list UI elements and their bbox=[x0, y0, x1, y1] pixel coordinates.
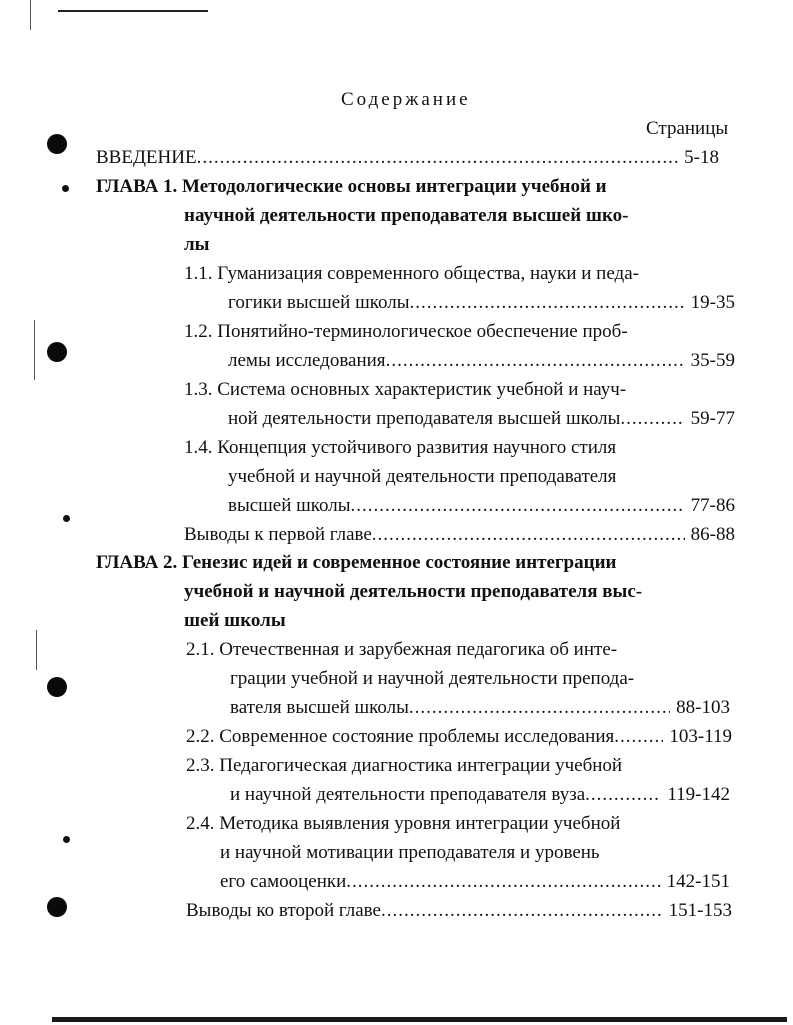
entry-label: гогики высшей школы bbox=[228, 292, 410, 313]
leader-dots bbox=[386, 351, 685, 370]
section-1-1-line1[interactable]: 1.1. Гуманизация современного общества, науки и педа- bbox=[184, 263, 639, 284]
entry-label: 2.2. Современное состояние проблемы исследования bbox=[186, 726, 615, 747]
toc-entry-1-3[interactable] bbox=[228, 409, 735, 428]
leader-dots bbox=[372, 525, 685, 544]
section-2-3-line1[interactable]: 2.3. Педагогическая диагностика интеграции учебной bbox=[186, 755, 623, 776]
punch-hole bbox=[47, 342, 67, 362]
entry-pages: 88-103 bbox=[676, 697, 730, 718]
section-1-2-line1[interactable]: 1.2. Понятийно-терминологическое обеспечение проб- bbox=[184, 321, 628, 342]
entry-label: ной деятельности преподавателя высшей школы bbox=[228, 408, 621, 429]
section-1-3-line1[interactable]: 1.3. Система основных характеристик учебной и науч- bbox=[184, 379, 627, 400]
leader-dots bbox=[620, 409, 684, 428]
entry-label: Выводы ко второй главе bbox=[186, 900, 381, 921]
entry-pages: 103-119 bbox=[669, 726, 732, 747]
section-1-4-line1[interactable]: 1.4. Концепция устойчивого развития научного стиля bbox=[184, 437, 617, 458]
leader-dots bbox=[614, 727, 663, 746]
entry-label: высшей школы bbox=[228, 495, 351, 516]
toc-entry-2-1[interactable] bbox=[230, 698, 730, 717]
toc-entry-intro[interactable] bbox=[96, 148, 719, 167]
chapter2-title-line1[interactable]: ГЛАВА 2. Генезис идей и современное состояние интеграции bbox=[96, 552, 617, 573]
scan-speck bbox=[63, 515, 70, 522]
toc-entry-chapter2-conclusion[interactable] bbox=[186, 901, 732, 920]
toc-heading: Содержание bbox=[341, 89, 471, 110]
entry-pages: 59-77 bbox=[690, 408, 735, 429]
toc-entry-1-2[interactable] bbox=[228, 351, 735, 370]
leader-dots bbox=[409, 698, 670, 717]
chapter1-title-line1[interactable]: ГЛАВА 1. Методологические основы интеграции учебной и bbox=[96, 176, 607, 197]
toc-entry-2-2[interactable] bbox=[186, 727, 732, 746]
chapter1-title-line3[interactable]: лы bbox=[184, 234, 210, 255]
entry-pages: 151-153 bbox=[668, 900, 732, 921]
scan-edge-line bbox=[34, 320, 35, 380]
entry-pages: 35-59 bbox=[690, 350, 735, 371]
entry-label: лемы исследования bbox=[228, 350, 386, 371]
toc-entry-1-4[interactable] bbox=[228, 496, 735, 515]
pages-column-header: Страницы bbox=[646, 118, 729, 139]
punch-hole bbox=[47, 897, 67, 917]
scan-edge-line bbox=[36, 630, 37, 670]
entry-label: Выводы к первой главе bbox=[184, 524, 372, 545]
entry-pages: 86-88 bbox=[690, 524, 735, 545]
entry-label: его самооценки bbox=[220, 871, 347, 892]
entry-label: и научной деятельности преподавателя вуза bbox=[230, 784, 586, 805]
leader-dots bbox=[585, 785, 661, 804]
scan-speck bbox=[62, 185, 69, 192]
toc-entry-2-4[interactable] bbox=[220, 872, 730, 891]
chapter2-title-line2[interactable]: учебной и научной деятельности преподавателя выс- bbox=[184, 581, 643, 602]
toc-entry-chapter1-conclusion[interactable] bbox=[184, 525, 735, 544]
entry-pages: 77-86 bbox=[690, 495, 735, 516]
entry-label: вателя высшей школы bbox=[230, 697, 409, 718]
leader-dots bbox=[197, 148, 679, 167]
entry-label: ВВЕДЕНИЕ bbox=[96, 147, 197, 168]
chapter2-title-line3[interactable]: шей школы bbox=[184, 610, 286, 631]
leader-dots bbox=[409, 293, 684, 312]
toc-entry-1-1[interactable] bbox=[228, 293, 735, 312]
section-2-1-line2[interactable]: грации учебной и научной деятельности препода- bbox=[230, 668, 635, 689]
scan-speck bbox=[63, 836, 70, 843]
entry-pages: 142-151 bbox=[666, 871, 730, 892]
leader-dots bbox=[351, 496, 685, 515]
entry-pages: 19-35 bbox=[690, 292, 735, 313]
entry-pages: 119-142 bbox=[667, 784, 730, 805]
section-2-1-line1[interactable]: 2.1. Отечественная и зарубежная педагогика об инте- bbox=[186, 639, 618, 660]
toc-entry-2-3[interactable] bbox=[230, 785, 730, 804]
bottom-rule bbox=[52, 1017, 787, 1022]
section-2-4-line2[interactable]: и научной мотивации преподавателя и уровень bbox=[220, 842, 600, 863]
entry-pages: 5-18 bbox=[684, 147, 719, 168]
punch-hole bbox=[47, 134, 67, 154]
section-2-4-line1[interactable]: 2.4. Методика выявления уровня интеграции учебной bbox=[186, 813, 621, 834]
scan-edge-line bbox=[30, 0, 31, 30]
chapter1-title-line2[interactable]: научной деятельности преподавателя высшей шко- bbox=[184, 205, 629, 226]
leader-dots bbox=[381, 901, 663, 920]
leader-dots bbox=[346, 872, 660, 891]
top-rule bbox=[58, 10, 208, 12]
section-1-4-line2[interactable]: учебной и научной деятельности преподавателя bbox=[228, 466, 617, 487]
punch-hole bbox=[47, 677, 67, 697]
